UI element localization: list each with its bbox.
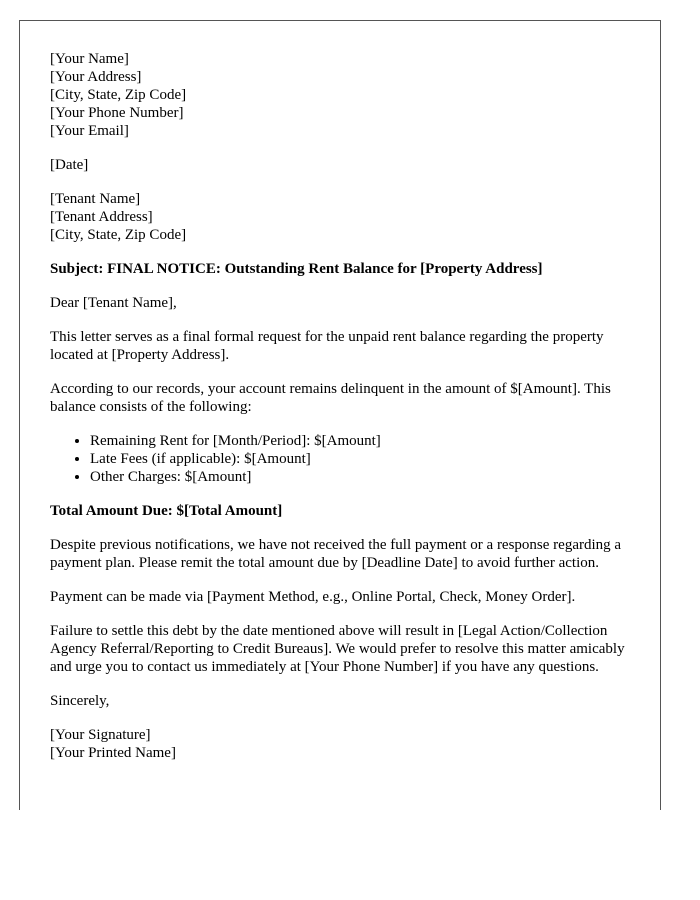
letter-body <box>50 50 630 778</box>
recipient-block <box>50 190 630 244</box>
letter-page <box>19 20 661 810</box>
recipient-name: [Tenant Name] <box>50 191 141 207</box>
signature-block <box>50 726 630 762</box>
sender-phone: [Your Phone Number] <box>50 105 184 121</box>
sender-block <box>50 50 630 140</box>
total-due: Total Amount Due: $[Total Amount] <box>50 503 283 519</box>
charges-list <box>50 432 630 486</box>
recipient-address: [Tenant Address] <box>50 209 153 225</box>
closing: Sincerely, <box>50 693 110 709</box>
printed-name: [Your Printed Name] <box>50 745 176 761</box>
recipient-city-state-zip: [City, State, Zip Code] <box>50 227 187 243</box>
sender-name: [Your Name] <box>50 51 129 67</box>
despite-paragraph: Despite previous notifications, we have not received the full payment or a response regarding a payment plan. Please remit the total amount due by [Deadline Date] to avoid further action. <box>50 537 622 571</box>
payment-paragraph: Payment can be made via [Payment Method, e.g., Online Portal, Check, Money Order]. <box>50 589 576 605</box>
sender-email: [Your Email] <box>50 123 129 139</box>
list-item: • Remaining Rent for [Month/Period]: $[Amount] <box>90 432 630 450</box>
failure-paragraph: Failure to settle this debt by the date mentioned above will result in [Legal Action/Collection Agency Referral/Reporting to Credit Bureaus]. We would prefer to resolve this matter amicably and urge you to contact us immediately at [Your Phone Number] if you have any questions. <box>50 623 625 675</box>
intro-paragraph: This letter serves as a final formal request for the unpaid rent balance regarding the property located at [Property Address]. <box>50 329 604 363</box>
list-item: • Late Fees (if applicable): $[Amount] <box>90 450 630 468</box>
salutation: Dear [Tenant Name], <box>50 295 177 311</box>
list-item: • Other Charges: $[Amount] <box>90 468 630 486</box>
letter-date: [Date] <box>50 157 89 173</box>
records-paragraph: According to our records, your account remains delinquent in the amount of $[Amount]. This balance consists of the following: <box>50 381 611 415</box>
signature: [Your Signature] <box>50 727 151 743</box>
date-block <box>50 156 630 174</box>
sender-address: [Your Address] <box>50 69 142 85</box>
subject-line: Subject: FINAL NOTICE: Outstanding Rent Balance for [Property Address] <box>50 261 543 277</box>
sender-city-state-zip: [City, State, Zip Code] <box>50 87 187 103</box>
